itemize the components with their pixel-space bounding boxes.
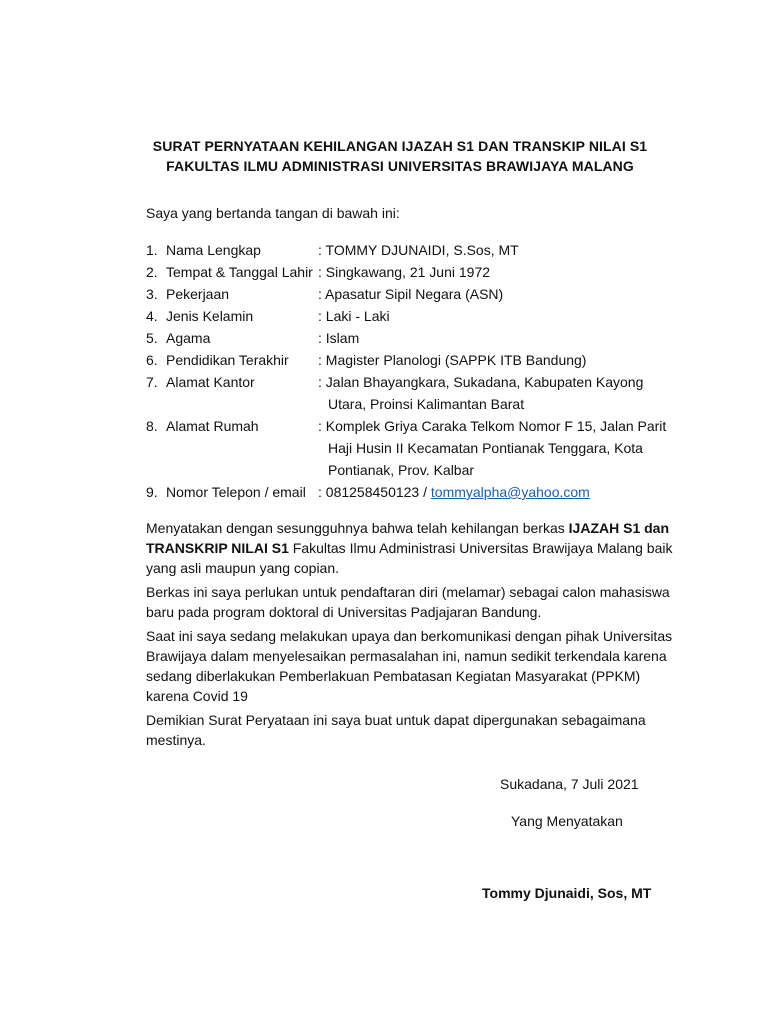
field-nama-lengkap xyxy=(146,239,666,261)
paragraph-line: Demikian Surat Peryataan ini saya buat untuk dapat dipergunakan sebagaimana xyxy=(146,712,646,728)
paragraph-text: yang asli maupun yang copian. xyxy=(146,560,340,576)
field-alamat-rumah xyxy=(146,415,666,481)
field-value: : Laki - Laki xyxy=(318,308,390,324)
statement-body xyxy=(146,518,673,754)
field-value xyxy=(318,415,667,481)
field-nomor-telepon-email xyxy=(146,481,666,503)
paragraph-text: Fakultas Ilmu Administrasi Universitas Brawijaya Malang baik xyxy=(288,540,673,556)
intro-text: Saya yang bertanda tangan di bawah ini: xyxy=(146,205,400,221)
paragraph-line: karena Covid 19 xyxy=(146,688,248,704)
signature-role: Yang Menyatakan xyxy=(511,813,623,829)
field-number: 6. xyxy=(146,352,158,368)
paragraph-line: mestinya. xyxy=(146,732,206,748)
field-number: 8. xyxy=(146,418,158,434)
phone-number: : 081258450123 / xyxy=(318,484,431,500)
field-tempat-tanggal-lahir xyxy=(146,261,666,283)
field-number: 5. xyxy=(146,330,158,346)
title-line-1: SURAT PERNYATAAN KEHILANGAN IJAZAH S1 DAN TRANSKIP NILAI S1 xyxy=(152,138,648,154)
bold-document-name: IJAZAH S1 dan xyxy=(568,520,670,536)
bold-document-name: TRANSKRIP NILAI S1 xyxy=(146,540,289,556)
paragraph-line: Brawijaya dalam menyelesaikan permasalahan ini, namun sedikit terkendala karena xyxy=(146,648,667,664)
field-pendidikan-terakhir xyxy=(146,349,666,371)
field-value: : Islam xyxy=(318,330,360,346)
field-value: : TOMMY DJUNAIDI, S.Sos, MT xyxy=(318,242,519,258)
field-value xyxy=(318,371,663,415)
field-value: : Magister Planologi (SAPPK ITB Bandung) xyxy=(318,352,587,368)
paragraph-line xyxy=(146,520,669,536)
address-line: Utara, Proinsi Kalimantan Barat xyxy=(328,396,525,412)
field-agama xyxy=(146,327,666,349)
field-value: : Singkawang, 21 Juni 1972 xyxy=(318,264,491,280)
paragraph-line: baru pada program doktoral di Universitas Padjajaran Bandung. xyxy=(146,604,542,620)
field-value: : Apasatur Sipil Negara (ASN) xyxy=(318,286,504,302)
address-line: Pontianak, Prov. Kalbar xyxy=(328,462,475,478)
field-label: Pekerjaan xyxy=(166,286,230,302)
identity-fields xyxy=(146,239,666,503)
field-jenis-kelamin xyxy=(146,305,666,327)
address-line: : Jalan Bhayangkara, Sukadana, Kabupaten Kayong xyxy=(318,374,644,390)
field-number: 7. xyxy=(146,374,158,390)
field-label: Alamat Rumah xyxy=(166,418,259,434)
field-number: 9. xyxy=(146,484,158,500)
field-number: 2. xyxy=(146,264,158,280)
address-line: Haji Husin II Kecamatan Pontianak Tenggara, Kota xyxy=(328,440,643,456)
field-label: Tempat & Tanggal Lahir xyxy=(166,264,313,280)
field-label: Jenis Kelamin xyxy=(166,308,254,324)
field-label: Alamat Kantor xyxy=(166,374,255,390)
field-number: 3. xyxy=(146,286,158,302)
paragraph-text: Menyatakan dengan sesungguhnya bahwa telah kehilangan berkas xyxy=(146,520,569,536)
email-link[interactable]: tommyalpha@yahoo.com xyxy=(430,484,590,500)
field-number: 4. xyxy=(146,308,158,324)
field-label: Nomor Telepon / email xyxy=(166,484,306,500)
signature-place-date: Sukadana, 7 Juli 2021 xyxy=(500,776,639,792)
field-label: Pendidikan Terakhir xyxy=(166,352,289,368)
paragraph-closing xyxy=(146,710,658,750)
field-alamat-kantor xyxy=(146,371,666,415)
paragraph-line xyxy=(146,540,672,556)
field-pekerjaan xyxy=(146,283,666,305)
field-number: 1. xyxy=(146,242,158,258)
paragraph-line: Berkas ini saya perlukan untuk pendaftaran diri (melamar) sebagai calon mahasiswa xyxy=(146,584,670,600)
field-value xyxy=(318,481,663,503)
paragraph-statement xyxy=(146,518,673,578)
paragraph-line: Saat ini saya sedang melakukan upaya dan berkomunikasi dengan pihak Universitas xyxy=(146,628,673,644)
paragraph-status xyxy=(146,626,673,706)
paragraph-line: sedang diberlakukan Pemberlakuan Pembatasan Kegiatan Masyarakat (PPKM) xyxy=(146,668,641,684)
paragraph-purpose xyxy=(146,582,670,622)
title-line-2: FAKULTAS ILMU ADMINISTRASI UNIVERSITAS BRAWIJAYA MALANG xyxy=(166,158,634,174)
signature-name: Tommy Djunaidi, Sos, MT xyxy=(482,885,652,901)
field-label: Agama xyxy=(166,330,211,346)
field-label: Nama Lengkap xyxy=(166,242,261,258)
document-title xyxy=(0,136,768,176)
address-line: : Komplek Griya Caraka Telkom Nomor F 15, Jalan Parit xyxy=(318,418,667,434)
